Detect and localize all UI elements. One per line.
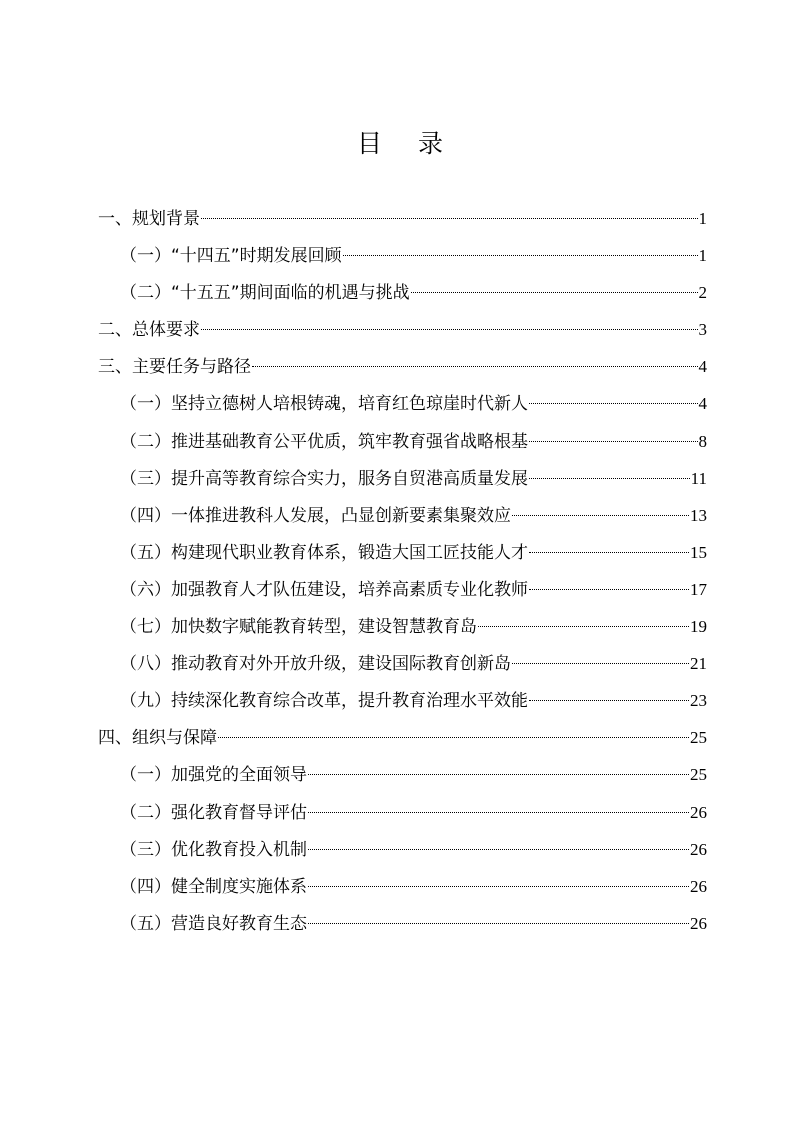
toc-dot-leader: [218, 737, 689, 738]
toc-dot-leader: [308, 849, 689, 850]
toc-page-number: 13: [690, 505, 707, 525]
toc-entry-label: （二）强化教育督导评估: [120, 802, 307, 823]
toc-entry[interactable]: [98, 794, 707, 831]
toc-entry[interactable]: [98, 756, 707, 793]
toc-entry[interactable]: [98, 497, 707, 534]
toc-entry-label: 二、总体要求: [98, 320, 200, 341]
toc-dot-leader: [529, 552, 689, 553]
toc-page-number: 25: [690, 765, 707, 785]
toc-entry[interactable]: [98, 423, 707, 460]
toc-dot-leader: [201, 329, 698, 330]
toc-entry[interactable]: [98, 905, 707, 942]
toc-dot-leader: [308, 774, 689, 775]
toc-dot-leader: [512, 663, 689, 664]
page-title: 目 录: [357, 129, 457, 158]
toc-entry-label: （二）“十五五”期间面临的机遇与挑战: [120, 283, 410, 304]
toc-dot-leader: [529, 700, 689, 701]
toc-page-number: 11: [690, 468, 707, 488]
toc-dot-leader: [201, 218, 698, 219]
toc-entry-label: （一）“十四五”时期发展回顾: [120, 246, 342, 267]
toc-entry[interactable]: [98, 534, 707, 571]
toc-entry-label: （五）营造良好教育生态: [120, 913, 307, 934]
toc-dot-leader: [343, 255, 698, 256]
toc-dot-leader: [512, 515, 689, 516]
toc-page-number: 2: [698, 283, 707, 303]
toc-dot-leader: [308, 886, 689, 887]
toc-entry[interactable]: [98, 868, 707, 905]
toc-dot-leader: [478, 626, 689, 627]
toc-page-number: 4: [698, 394, 707, 414]
toc-entry[interactable]: [98, 645, 707, 682]
toc-entry-label: 四、组织与保障: [98, 728, 217, 749]
toc-page-number: 26: [690, 802, 707, 822]
toc-page-number: 19: [690, 617, 707, 637]
table-of-contents: [98, 200, 707, 942]
toc-dot-leader: [529, 403, 698, 404]
toc-page-number: 4: [698, 357, 707, 377]
toc-dot-leader: [308, 812, 689, 813]
toc-entry-label: （四）健全制度实施体系: [120, 876, 307, 897]
toc-page-number: 23: [690, 691, 707, 711]
toc-entry-label: 一、规划背景: [98, 209, 200, 229]
toc-page-number: 26: [690, 876, 707, 896]
toc-page-number: 17: [690, 579, 707, 599]
toc-entry[interactable]: [98, 608, 707, 645]
toc-dot-leader: [411, 292, 698, 293]
toc-entry[interactable]: [98, 831, 707, 868]
toc-page-number: 26: [690, 839, 707, 859]
toc-entry-label: （五）构建现代职业教育体系，锻造大国工匠技能人才: [120, 542, 528, 563]
toc-entry-label: （六）加强教育人才队伍建设，培养高素质专业化教师: [120, 579, 528, 600]
toc-page-number: 1: [698, 246, 707, 266]
toc-dot-leader: [529, 441, 698, 442]
toc-entry[interactable]: [98, 311, 707, 348]
toc-dot-leader: [308, 923, 689, 924]
toc-entry[interactable]: [98, 385, 707, 422]
toc-page-number: 21: [690, 654, 707, 674]
toc-entry-label: （三）提升高等教育综合实力，服务自贸港高质量发展: [120, 468, 528, 489]
toc-entry[interactable]: [98, 682, 707, 719]
toc-entry-label: （九）持续深化教育综合改革，提升教育治理水平效能: [120, 691, 528, 712]
toc-entry[interactable]: [98, 237, 707, 274]
toc-page-number: 1: [698, 209, 707, 228]
toc-entry-label: （一）加强党的全面领导: [120, 765, 307, 786]
toc-page-number: 15: [690, 542, 707, 562]
toc-entry[interactable]: [98, 200, 707, 237]
toc-entry-label: （四）一体推进教科人发展，凸显创新要素集聚效应: [120, 505, 511, 526]
toc-entry-label: （八）推动教育对外开放升级，建设国际教育创新岛: [120, 654, 511, 675]
toc-page-number: 26: [690, 913, 707, 933]
toc-entry-label: 三、主要任务与路径: [98, 357, 251, 378]
toc-entry-label: （一）坚持立德树人培根铸魂，培育红色琼崖时代新人: [120, 394, 528, 415]
toc-entry[interactable]: [98, 348, 707, 385]
toc-entry[interactable]: [98, 460, 707, 497]
toc-page-number: 3: [698, 320, 707, 340]
toc-dot-leader: [529, 589, 689, 590]
toc-dot-leader: [529, 478, 690, 479]
toc-entry-label: （二）推进基础教育公平优质，筑牢教育强省战略根基: [120, 431, 528, 452]
toc-entry[interactable]: [98, 571, 707, 608]
toc-entry-label: （七）加快数字赋能教育转型，建设智慧教育岛: [120, 617, 477, 638]
toc-entry-label: （三）优化教育投入机制: [120, 839, 307, 860]
toc-entry[interactable]: [98, 719, 707, 756]
toc-page-number: 25: [690, 728, 707, 748]
toc-entry[interactable]: [98, 274, 707, 311]
toc-page-number: 8: [698, 431, 707, 451]
toc-dot-leader: [252, 366, 698, 367]
